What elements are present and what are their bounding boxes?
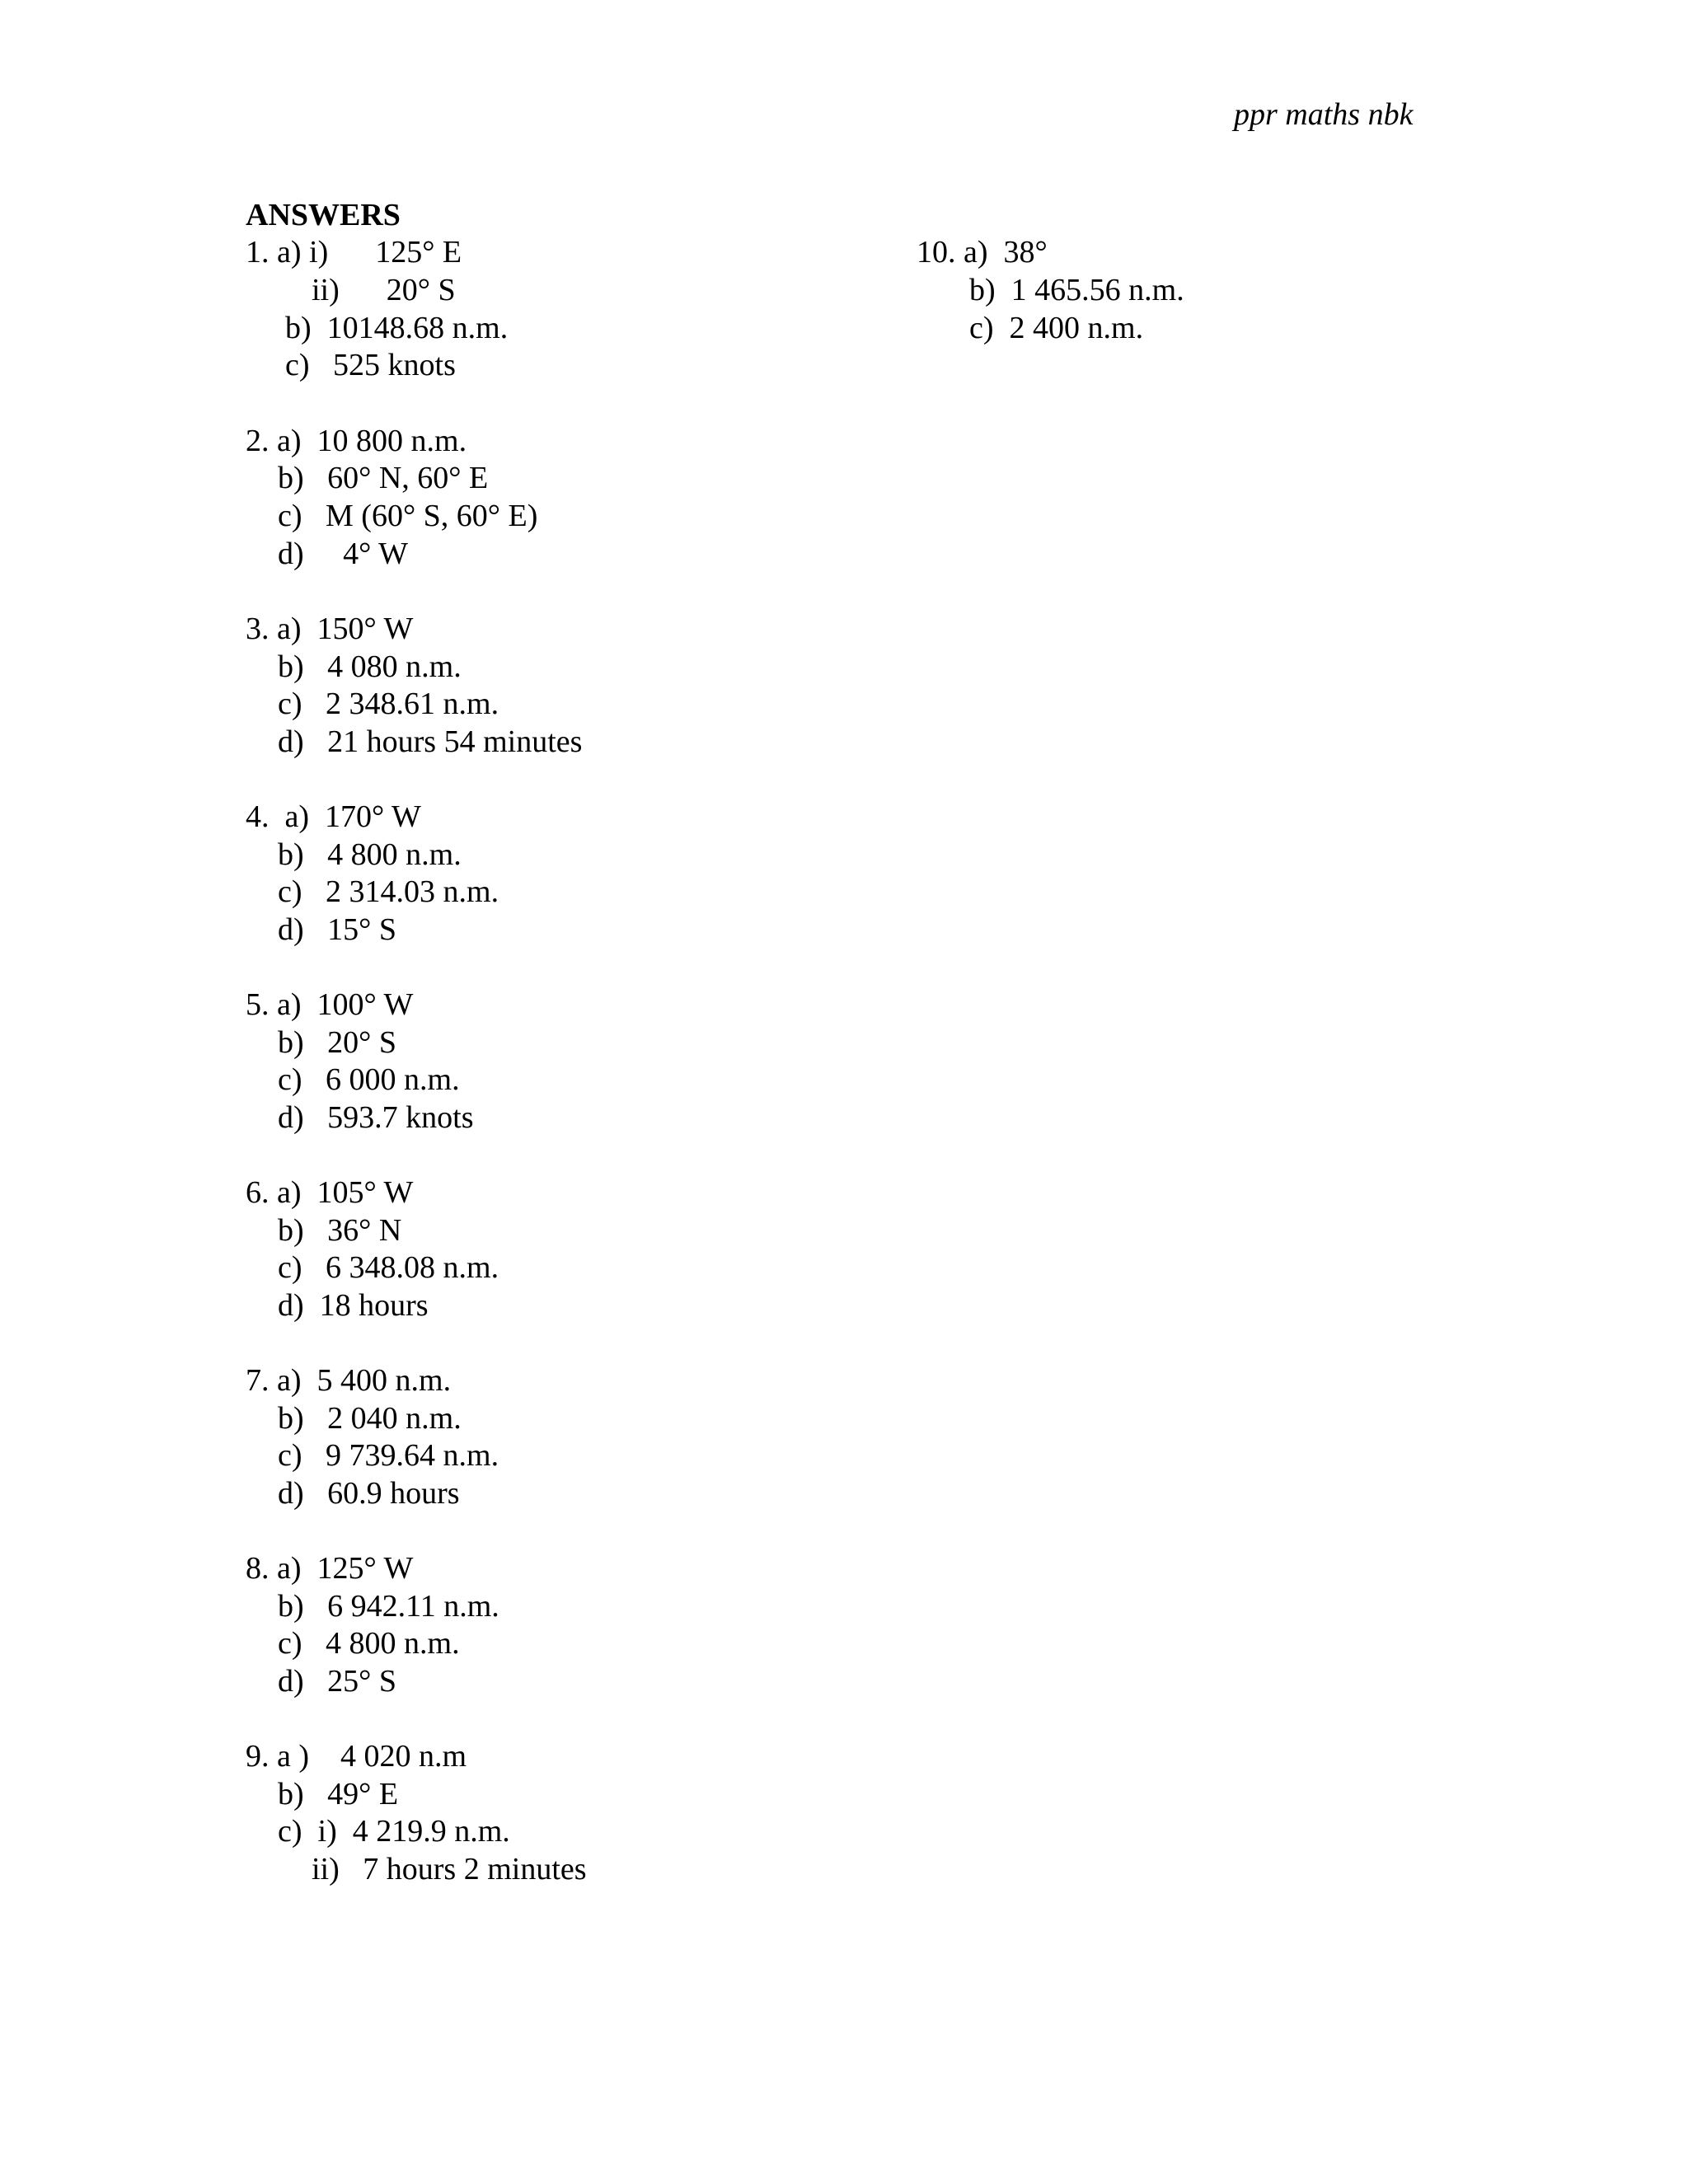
- answer-3-d: d) 21 hours 54 minutes: [278, 724, 583, 759]
- answer-6-a: 6. a) 105° W: [246, 1175, 414, 1210]
- answer-8-a: 8. a) 125° W: [246, 1551, 414, 1586]
- answer-10-c: c) 2 400 n.m.: [969, 311, 1144, 345]
- answer-5-d: d) 593.7 knots: [278, 1100, 474, 1135]
- answer-5-c: c) 6 000 n.m.: [278, 1062, 460, 1097]
- answer-9-c-i: c) i) 4 219.9 n.m.: [278, 1814, 510, 1849]
- answer-1-a: 1. a) i) 125° E: [246, 235, 462, 269]
- answer-6-c: c) 6 348.08 n.m.: [278, 1250, 499, 1285]
- answer-7-b: b) 2 040 n.m.: [278, 1401, 462, 1436]
- answer-10-b: b) 1 465.56 n.m.: [969, 273, 1184, 307]
- answer-7-a: 7. a) 5 400 n.m.: [246, 1363, 452, 1398]
- answer-7-d: d) 60.9 hours: [278, 1476, 460, 1511]
- answer-7-c: c) 9 739.64 n.m.: [278, 1438, 499, 1473]
- answer-8-b: b) 6 942.11 n.m.: [278, 1589, 499, 1624]
- answer-6-d: d) 18 hours: [278, 1288, 429, 1323]
- answer-1-a-ii: ii) 20° S: [312, 273, 456, 307]
- answer-3-a: 3. a) 150° W: [246, 612, 414, 646]
- answer-4-d: d) 15° S: [278, 912, 396, 947]
- answer-9-b: b) 49° E: [278, 1777, 399, 1811]
- answer-8-c: c) 4 800 n.m.: [278, 1626, 460, 1661]
- answer-6-b: b) 36° N: [278, 1213, 402, 1248]
- answer-4-a: 4. a) 170° W: [246, 799, 421, 834]
- answer-1-b: b) 10148.68 n.m.: [285, 311, 509, 345]
- answer-9-a: 9. a ) 4 020 n.m: [246, 1739, 467, 1774]
- page-title: ANSWERS: [246, 198, 401, 232]
- answer-3-b: b) 4 080 n.m.: [278, 649, 462, 684]
- answer-3-c: c) 2 348.61 n.m.: [278, 687, 499, 721]
- answer-5-a: 5. a) 100° W: [246, 987, 414, 1022]
- answer-4-b: b) 4 800 n.m.: [278, 837, 462, 872]
- answer-2-b: b) 60° N, 60° E: [278, 461, 489, 495]
- answer-2-d: d) 4° W: [278, 537, 409, 571]
- answer-9-c-ii: ii) 7 hours 2 minutes: [312, 1852, 587, 1886]
- answer-5-b: b) 20° S: [278, 1025, 396, 1060]
- answer-2-a: 2. a) 10 800 n.m.: [246, 424, 467, 458]
- page-header: ppr maths nbk: [1234, 97, 1414, 132]
- answer-4-c: c) 2 314.03 n.m.: [278, 874, 499, 909]
- answer-1-c: c) 525 knots: [285, 348, 456, 382]
- answer-8-d: d) 25° S: [278, 1664, 396, 1699]
- answer-2-c: c) M (60° S, 60° E): [278, 499, 538, 533]
- answer-10-a: 10. a) 38°: [917, 235, 1048, 269]
